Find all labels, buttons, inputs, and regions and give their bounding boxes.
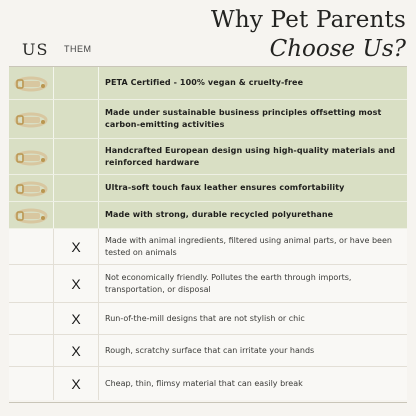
us-cell — [9, 303, 54, 334]
them-cell — [54, 265, 99, 302]
us-feature-text: PETA Certified - 100% vegan & cruelty-free — [105, 78, 304, 87]
page-title-line1: Why Pet Parents — [211, 7, 406, 33]
x-mark-icon: X — [71, 238, 81, 255]
page-title-line2: Choose Us? — [269, 36, 406, 62]
collar-icon — [13, 148, 49, 166]
us-row — [9, 139, 407, 175]
us-cell — [9, 367, 54, 400]
them-row — [9, 303, 407, 335]
us-cell — [9, 139, 54, 174]
them-drawback-text: Not economically friendly. Pollutes the earth through imports, transportation, or disposal — [105, 272, 352, 294]
them-drawback-text: Made with animal ingredients, filtered using animal parts, or have been tested on animals — [105, 235, 392, 257]
them-cell — [54, 139, 99, 174]
us-feature-text: Made with strong, durable recycled polyurethane — [105, 210, 334, 219]
title-block — [211, 6, 406, 62]
them-cell — [54, 335, 99, 366]
them-cell — [54, 229, 99, 264]
collar-icon — [13, 179, 49, 197]
us-row — [9, 175, 407, 202]
them-cell — [54, 367, 99, 400]
them-row — [9, 265, 407, 303]
us-cell — [9, 335, 54, 366]
us-feature-text: Made under sustainable business principles offsetting most carbon-emitting activities — [105, 108, 382, 129]
x-mark-icon: X — [71, 342, 81, 359]
column-header-us: US — [22, 40, 49, 59]
us-feature-text: Handcrafted European design using high-quality materials and reinforced hardware — [105, 145, 396, 167]
us-feature-text: Ultra-soft touch faux leather ensures comfortability — [105, 183, 345, 192]
collar-icon — [13, 74, 49, 92]
them-row — [9, 367, 407, 400]
column-header-them: THEM — [64, 44, 92, 54]
us-cell — [9, 202, 54, 228]
collar-icon — [13, 206, 49, 224]
x-mark-icon: X — [71, 310, 81, 327]
them-drawback-text: Cheap, thin, flimsy material that can easily break — [105, 378, 303, 388]
us-cell — [9, 67, 54, 99]
us-row — [9, 202, 407, 229]
us-cell — [9, 229, 54, 264]
us-row — [9, 100, 407, 139]
x-mark-icon: X — [71, 375, 81, 392]
x-mark-icon: X — [71, 275, 81, 292]
them-cell — [54, 303, 99, 334]
them-cell — [54, 100, 99, 138]
us-cell — [9, 265, 54, 302]
them-drawback-text: Rough, scratchy surface that can irritate your hands — [105, 345, 315, 355]
them-cell — [54, 202, 99, 228]
collar-icon — [13, 110, 49, 128]
them-row — [9, 335, 407, 367]
comparison-table — [9, 66, 407, 403]
them-cell — [54, 67, 99, 99]
them-cell — [54, 175, 99, 201]
them-row — [9, 229, 407, 265]
us-row — [9, 67, 407, 100]
them-drawback-text: Run-of-the-mill designs that are not stylish or chic — [105, 313, 305, 323]
us-cell — [9, 100, 54, 138]
us-cell — [9, 175, 54, 201]
